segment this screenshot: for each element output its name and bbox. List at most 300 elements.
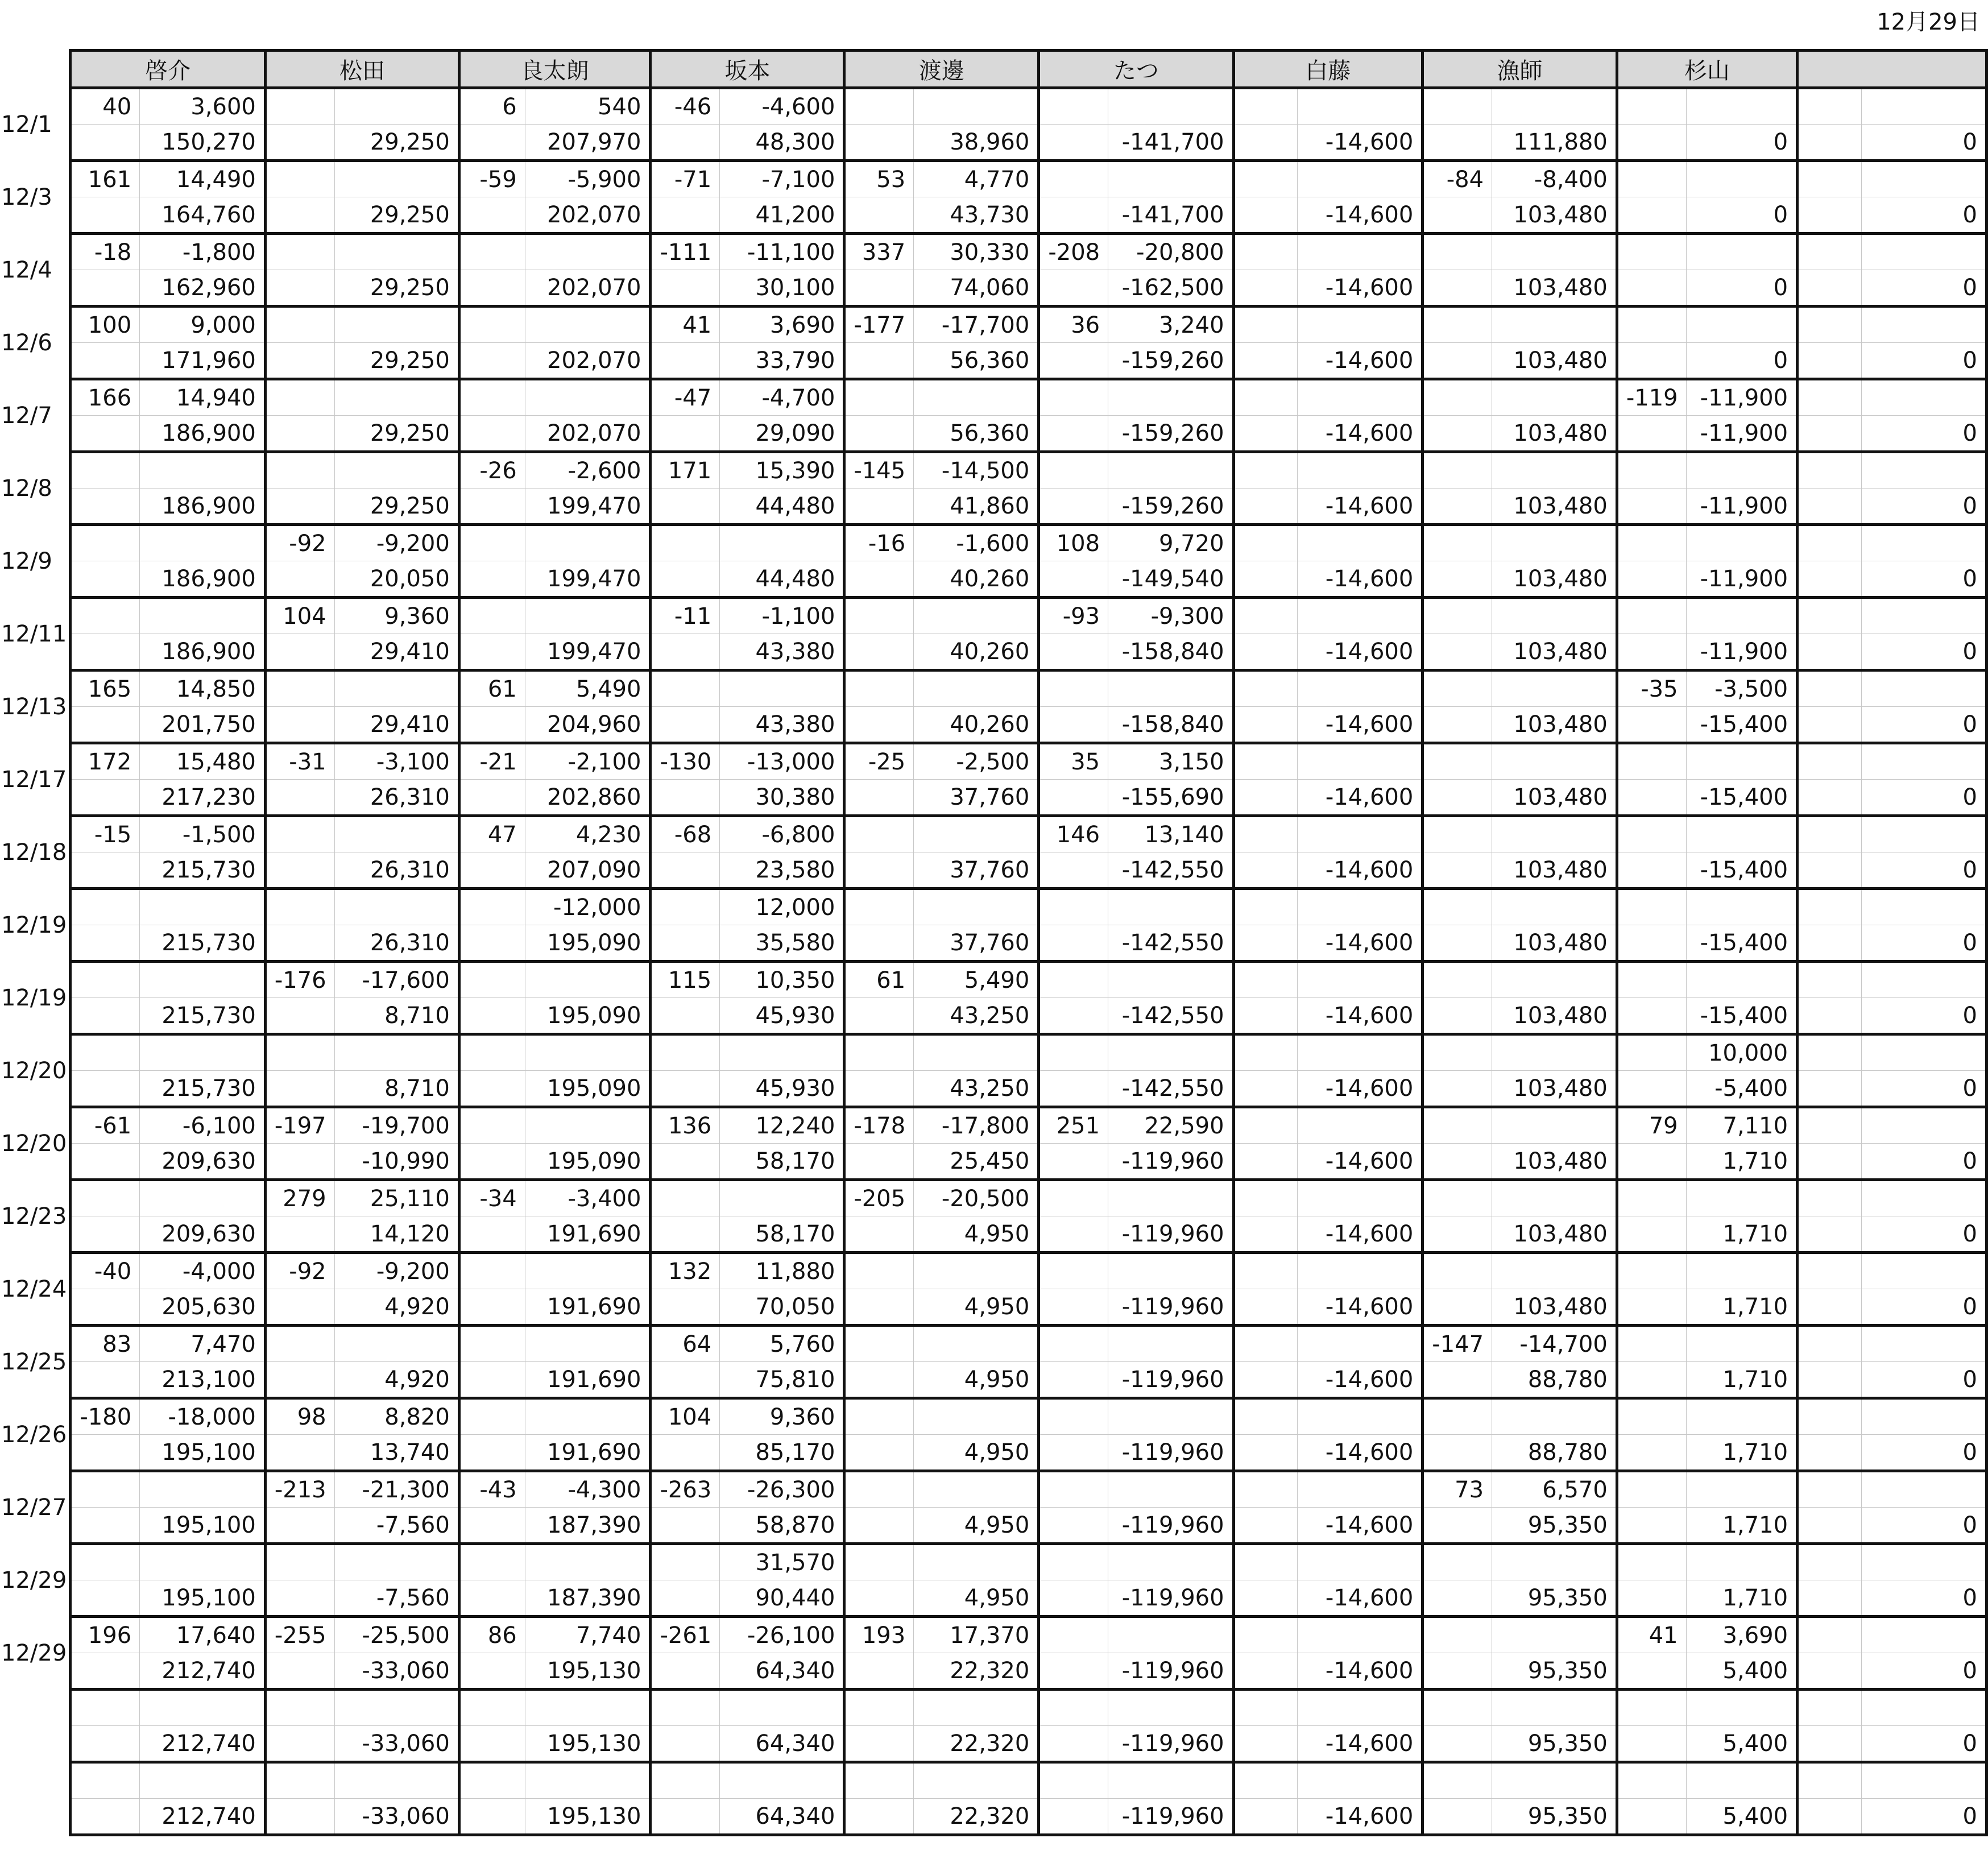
count-cell: 165 xyxy=(71,670,140,707)
amount-cell xyxy=(1298,1471,1423,1508)
total-cell: 40,260 xyxy=(914,561,1039,598)
amount-cell: 25,110 xyxy=(334,1180,459,1216)
total-cell: 43,730 xyxy=(914,197,1039,234)
amount-cell: 3,690 xyxy=(720,307,844,343)
amount-cell: -2,600 xyxy=(525,452,651,489)
total-cell: 207,090 xyxy=(525,852,651,889)
count-cell xyxy=(1617,598,1686,634)
amount-cell xyxy=(1861,452,1986,489)
count-cell xyxy=(844,1690,914,1726)
count-cell xyxy=(1233,1544,1298,1580)
count-cell xyxy=(844,1253,914,1289)
count-cell xyxy=(651,998,720,1034)
count-cell xyxy=(1423,1726,1492,1762)
amount-cell: 14,940 xyxy=(140,379,266,416)
amount-cell: 10,350 xyxy=(720,962,844,998)
total-cell: 88,780 xyxy=(1492,1362,1617,1398)
date-cell: 12/25 xyxy=(0,1326,71,1398)
count-cell xyxy=(1039,1216,1108,1253)
amount-cell xyxy=(914,379,1039,416)
count-cell xyxy=(1798,88,1862,125)
count-cell xyxy=(651,343,720,379)
count-cell xyxy=(1617,1362,1686,1398)
count-cell xyxy=(459,234,525,270)
count-cell xyxy=(1233,307,1298,343)
count-cell xyxy=(1233,88,1298,125)
total-cell: 0 xyxy=(1861,1362,1986,1398)
total-cell: -158,840 xyxy=(1108,707,1233,743)
total-cell: -14,600 xyxy=(1298,634,1423,670)
amount-cell xyxy=(1861,816,1986,852)
total-cell: 186,900 xyxy=(140,561,266,598)
count-cell xyxy=(1617,743,1686,780)
round-score-row xyxy=(0,1253,1987,1289)
count-cell xyxy=(265,1799,334,1835)
amount-cell xyxy=(1108,1544,1233,1580)
count-cell xyxy=(1798,1690,1862,1726)
count-cell xyxy=(1617,1653,1686,1690)
count-cell xyxy=(1039,1508,1108,1544)
count-cell xyxy=(844,1326,914,1362)
total-cell: 29,250 xyxy=(334,416,459,452)
count-cell xyxy=(1233,1762,1298,1799)
count-cell xyxy=(265,634,334,670)
amount-cell xyxy=(1686,307,1797,343)
count-cell xyxy=(459,1690,525,1726)
count-cell xyxy=(1039,1435,1108,1471)
count-cell xyxy=(1039,925,1108,962)
amount-cell xyxy=(1108,1253,1233,1289)
date-cell xyxy=(0,1762,71,1835)
total-cell: 58,170 xyxy=(720,1216,844,1253)
amount-cell: -8,400 xyxy=(1492,161,1617,197)
count-cell xyxy=(844,1071,914,1107)
count-cell xyxy=(844,634,914,670)
amount-cell: -13,000 xyxy=(720,743,844,780)
total-cell: 0 xyxy=(1861,1799,1986,1835)
count-cell xyxy=(844,925,914,962)
total-cell: 187,390 xyxy=(525,1508,651,1544)
count-cell xyxy=(1617,489,1686,525)
count-cell: 41 xyxy=(651,307,720,343)
amount-cell xyxy=(334,1034,459,1071)
total-cell: 195,090 xyxy=(525,998,651,1034)
total-cell: 0 xyxy=(1861,852,1986,889)
amount-cell: 12,000 xyxy=(720,889,844,925)
round-score-row xyxy=(0,307,1987,343)
amount-cell xyxy=(525,1253,651,1289)
date-cell: 12/29 xyxy=(0,1617,71,1690)
total-cell: 33,790 xyxy=(720,343,844,379)
total-cell: 95,350 xyxy=(1492,1508,1617,1544)
amount-cell: 4,230 xyxy=(525,816,651,852)
total-cell: -155,690 xyxy=(1108,780,1233,816)
amount-cell xyxy=(1686,1180,1797,1216)
total-cell: 70,050 xyxy=(720,1289,844,1326)
count-cell xyxy=(1233,1508,1298,1544)
count-cell xyxy=(1423,1690,1492,1726)
count-cell xyxy=(1233,1617,1298,1653)
amount-cell: -9,300 xyxy=(1108,598,1233,634)
amount-cell: -26,300 xyxy=(720,1471,844,1508)
amount-cell xyxy=(1108,1762,1233,1799)
total-cell: 150,270 xyxy=(140,125,266,161)
count-cell xyxy=(1798,1471,1862,1508)
total-cell: 95,350 xyxy=(1492,1580,1617,1617)
total-cell: 0 xyxy=(1686,197,1797,234)
total-cell: 111,880 xyxy=(1492,125,1617,161)
amount-cell xyxy=(1298,598,1423,634)
count-cell xyxy=(844,780,914,816)
amount-cell: -7,100 xyxy=(720,161,844,197)
count-cell: -11 xyxy=(651,598,720,634)
total-cell: 29,410 xyxy=(334,707,459,743)
amount-cell xyxy=(334,816,459,852)
count-cell: -40 xyxy=(71,1253,140,1289)
count-cell xyxy=(1798,1289,1862,1326)
amount-cell xyxy=(1861,743,1986,780)
total-cell: 199,470 xyxy=(525,561,651,598)
count-cell xyxy=(265,1071,334,1107)
total-cell: 191,690 xyxy=(525,1289,651,1326)
count-cell xyxy=(1617,416,1686,452)
count-cell xyxy=(265,489,334,525)
count-cell xyxy=(1617,1544,1686,1580)
count-cell xyxy=(1798,1580,1862,1617)
amount-cell xyxy=(1298,816,1423,852)
amount-cell xyxy=(334,234,459,270)
count-cell xyxy=(1617,1071,1686,1107)
count-cell xyxy=(265,707,334,743)
total-cell: 202,070 xyxy=(525,197,651,234)
total-cell: 0 xyxy=(1861,416,1986,452)
count-cell xyxy=(459,343,525,379)
total-cell: 56,360 xyxy=(914,343,1039,379)
count-cell xyxy=(1617,307,1686,343)
total-cell: 29,090 xyxy=(720,416,844,452)
total-cell: 209,630 xyxy=(140,1144,266,1180)
total-cell: 103,480 xyxy=(1492,343,1617,379)
player-header: たつ xyxy=(1039,51,1233,88)
count-cell xyxy=(1423,1216,1492,1253)
total-cell: 0 xyxy=(1861,1144,1986,1180)
total-cell: 4,920 xyxy=(334,1289,459,1326)
count-cell xyxy=(1233,270,1298,307)
count-cell: -68 xyxy=(651,816,720,852)
count-cell: -176 xyxy=(265,962,334,998)
amount-cell xyxy=(1861,525,1986,561)
count-cell xyxy=(1423,816,1492,852)
player-header: 坂本 xyxy=(651,51,844,88)
amount-cell: 12,240 xyxy=(720,1107,844,1144)
count-cell xyxy=(844,561,914,598)
count-cell xyxy=(1617,88,1686,125)
count-cell xyxy=(71,852,140,889)
amount-cell: -1,500 xyxy=(140,816,266,852)
total-cell: 191,690 xyxy=(525,1435,651,1471)
total-cell: 103,480 xyxy=(1492,197,1617,234)
amount-cell: 5,760 xyxy=(720,1326,844,1362)
count-cell: -197 xyxy=(265,1107,334,1144)
amount-cell xyxy=(334,670,459,707)
amount-cell xyxy=(1298,889,1423,925)
count-cell xyxy=(265,1326,334,1362)
count-cell xyxy=(1798,234,1862,270)
date-cell: 12/8 xyxy=(0,452,71,525)
count-cell xyxy=(1233,889,1298,925)
count-cell xyxy=(1617,1326,1686,1362)
round-score-row xyxy=(0,1690,1987,1726)
count-cell xyxy=(459,1726,525,1762)
total-cell: -119,960 xyxy=(1108,1289,1233,1326)
amount-cell: 17,640 xyxy=(140,1617,266,1653)
count-cell xyxy=(1423,889,1492,925)
total-cell: -14,600 xyxy=(1298,1071,1423,1107)
count-cell: -43 xyxy=(459,1471,525,1508)
date-cell: 12/24 xyxy=(0,1253,71,1326)
amount-cell: -4,300 xyxy=(525,1471,651,1508)
amount-cell xyxy=(1492,1544,1617,1580)
amount-cell xyxy=(140,1762,266,1799)
amount-cell xyxy=(1108,88,1233,125)
amount-cell: -4,600 xyxy=(720,88,844,125)
count-cell xyxy=(265,379,334,416)
amount-cell: 30,330 xyxy=(914,234,1039,270)
total-cell: 0 xyxy=(1861,270,1986,307)
count-cell: -35 xyxy=(1617,670,1686,707)
count-cell: 86 xyxy=(459,1617,525,1653)
date-cell: 12/7 xyxy=(0,379,71,452)
count-cell xyxy=(71,1544,140,1580)
total-cell: 0 xyxy=(1686,343,1797,379)
total-cell: -15,400 xyxy=(1686,998,1797,1034)
count-cell xyxy=(1423,1253,1492,1289)
count-cell xyxy=(459,1253,525,1289)
total-cell: 29,250 xyxy=(334,197,459,234)
amount-cell xyxy=(1492,670,1617,707)
count-cell xyxy=(1423,598,1492,634)
count-cell xyxy=(1233,1144,1298,1180)
total-cell: 213,100 xyxy=(140,1362,266,1398)
amount-cell: -20,800 xyxy=(1108,234,1233,270)
amount-cell xyxy=(720,670,844,707)
count-cell xyxy=(1039,1726,1108,1762)
count-cell xyxy=(71,925,140,962)
count-cell xyxy=(1233,1471,1298,1508)
count-cell: -213 xyxy=(265,1471,334,1508)
count-cell: 115 xyxy=(651,962,720,998)
total-cell: -14,600 xyxy=(1298,1799,1423,1835)
count-cell: 108 xyxy=(1039,525,1108,561)
amount-cell: 3,240 xyxy=(1108,307,1233,343)
count-cell xyxy=(1039,1799,1108,1835)
total-cell: 0 xyxy=(1861,343,1986,379)
count-cell xyxy=(651,525,720,561)
amount-cell xyxy=(1298,1762,1423,1799)
amount-cell xyxy=(1108,1617,1233,1653)
count-cell xyxy=(1798,161,1862,197)
amount-cell xyxy=(140,452,266,489)
count-cell xyxy=(1039,1653,1108,1690)
amount-cell xyxy=(1686,1326,1797,1362)
amount-cell: 8,820 xyxy=(334,1398,459,1435)
amount-cell xyxy=(1861,1107,1986,1144)
amount-cell: -17,700 xyxy=(914,307,1039,343)
total-cell: -14,600 xyxy=(1298,125,1423,161)
round-score-row xyxy=(0,962,1987,998)
count-cell: -16 xyxy=(844,525,914,561)
count-cell xyxy=(1423,1180,1492,1216)
amount-cell xyxy=(1298,452,1423,489)
count-cell xyxy=(651,852,720,889)
amount-cell: 17,370 xyxy=(914,1617,1039,1653)
running-total-row xyxy=(0,416,1987,452)
amount-cell xyxy=(1492,962,1617,998)
amount-cell: 5,490 xyxy=(525,670,651,707)
amount-cell: 15,480 xyxy=(140,743,266,780)
player-header xyxy=(1798,51,1987,88)
amount-cell xyxy=(1108,379,1233,416)
amount-cell xyxy=(525,1326,651,1362)
amount-cell: 31,570 xyxy=(720,1544,844,1580)
count-cell xyxy=(265,1435,334,1471)
total-cell: 201,750 xyxy=(140,707,266,743)
date-cell: 12/20 xyxy=(0,1034,71,1107)
total-cell: 215,730 xyxy=(140,925,266,962)
count-cell xyxy=(1233,452,1298,489)
count-cell xyxy=(1423,343,1492,379)
count-cell: 196 xyxy=(71,1617,140,1653)
total-cell: 212,740 xyxy=(140,1799,266,1835)
total-cell: 204,960 xyxy=(525,707,651,743)
count-cell: -255 xyxy=(265,1617,334,1653)
count-cell xyxy=(1798,1398,1862,1435)
total-cell: -158,840 xyxy=(1108,634,1233,670)
count-cell xyxy=(1423,852,1492,889)
running-total-row xyxy=(0,343,1987,379)
amount-cell xyxy=(140,1471,266,1508)
count-cell xyxy=(1233,816,1298,852)
count-cell xyxy=(1798,1362,1862,1398)
count-cell xyxy=(651,707,720,743)
count-cell xyxy=(459,1144,525,1180)
amount-cell xyxy=(1861,1253,1986,1289)
count-cell xyxy=(1798,598,1862,634)
total-cell: 103,480 xyxy=(1492,1216,1617,1253)
amount-cell xyxy=(334,379,459,416)
total-cell: 37,760 xyxy=(914,852,1039,889)
count-cell xyxy=(844,1799,914,1835)
count-cell: 35 xyxy=(1039,743,1108,780)
count-cell xyxy=(71,1144,140,1180)
total-cell: 191,690 xyxy=(525,1216,651,1253)
total-cell: 41,200 xyxy=(720,197,844,234)
total-cell: 29,250 xyxy=(334,125,459,161)
total-cell: 4,950 xyxy=(914,1216,1039,1253)
total-cell: 43,250 xyxy=(914,998,1039,1034)
total-cell: -14,600 xyxy=(1298,489,1423,525)
count-cell xyxy=(844,416,914,452)
amount-cell: -5,900 xyxy=(525,161,651,197)
total-cell: 1,710 xyxy=(1686,1580,1797,1617)
count-cell: 337 xyxy=(844,234,914,270)
amount-cell xyxy=(1108,161,1233,197)
count-cell: 41 xyxy=(1617,1617,1686,1653)
count-cell xyxy=(1798,416,1862,452)
count-cell xyxy=(265,852,334,889)
count-cell: -261 xyxy=(651,1617,720,1653)
count-cell: 79 xyxy=(1617,1107,1686,1144)
count-cell xyxy=(1423,1617,1492,1653)
count-cell xyxy=(265,816,334,852)
count-cell: 132 xyxy=(651,1253,720,1289)
total-cell: -14,600 xyxy=(1298,1289,1423,1326)
count-cell xyxy=(1423,634,1492,670)
count-cell xyxy=(459,1762,525,1799)
player-header: 杉山 xyxy=(1617,51,1797,88)
count-cell: -178 xyxy=(844,1107,914,1144)
count-cell: -111 xyxy=(651,234,720,270)
date-cell: 12/27 xyxy=(0,1471,71,1544)
amount-cell xyxy=(1861,379,1986,416)
round-score-row xyxy=(0,743,1987,780)
amount-cell xyxy=(334,1326,459,1362)
amount-cell: 11,880 xyxy=(720,1253,844,1289)
date-cell xyxy=(0,1690,71,1762)
amount-cell xyxy=(140,962,266,998)
count-cell xyxy=(71,1180,140,1216)
count-cell xyxy=(1798,197,1862,234)
report-date: 12月29日 xyxy=(1877,9,1980,35)
count-cell xyxy=(1039,707,1108,743)
count-cell xyxy=(844,852,914,889)
count-cell xyxy=(1423,780,1492,816)
count-cell xyxy=(1617,1799,1686,1835)
count-cell xyxy=(1233,780,1298,816)
count-cell xyxy=(71,634,140,670)
count-cell xyxy=(1798,1762,1862,1799)
count-cell xyxy=(1617,270,1686,307)
count-cell xyxy=(1423,1653,1492,1690)
running-total-row xyxy=(0,852,1987,889)
date-cell: 12/9 xyxy=(0,525,71,598)
count-cell xyxy=(651,889,720,925)
amount-cell: 14,490 xyxy=(140,161,266,197)
amount-cell xyxy=(1686,962,1797,998)
count-cell xyxy=(265,1289,334,1326)
count-cell xyxy=(71,125,140,161)
count-cell xyxy=(265,1034,334,1071)
total-cell: 26,310 xyxy=(334,925,459,962)
amount-cell: -26,100 xyxy=(720,1617,844,1653)
count-cell xyxy=(265,998,334,1034)
count-cell xyxy=(1233,1362,1298,1398)
count-cell xyxy=(651,125,720,161)
total-cell: -7,560 xyxy=(334,1508,459,1544)
count-cell xyxy=(1233,1799,1298,1835)
count-cell xyxy=(71,452,140,489)
total-cell: 30,100 xyxy=(720,270,844,307)
count-cell xyxy=(1039,998,1108,1034)
count-cell: -47 xyxy=(651,379,720,416)
count-cell xyxy=(265,1580,334,1617)
amount-cell: 5,490 xyxy=(914,962,1039,998)
amount-cell xyxy=(914,598,1039,634)
count-cell: 251 xyxy=(1039,1107,1108,1144)
count-cell: -119 xyxy=(1617,379,1686,416)
date-cell: 12/29 xyxy=(0,1544,71,1617)
count-cell xyxy=(1039,1034,1108,1071)
